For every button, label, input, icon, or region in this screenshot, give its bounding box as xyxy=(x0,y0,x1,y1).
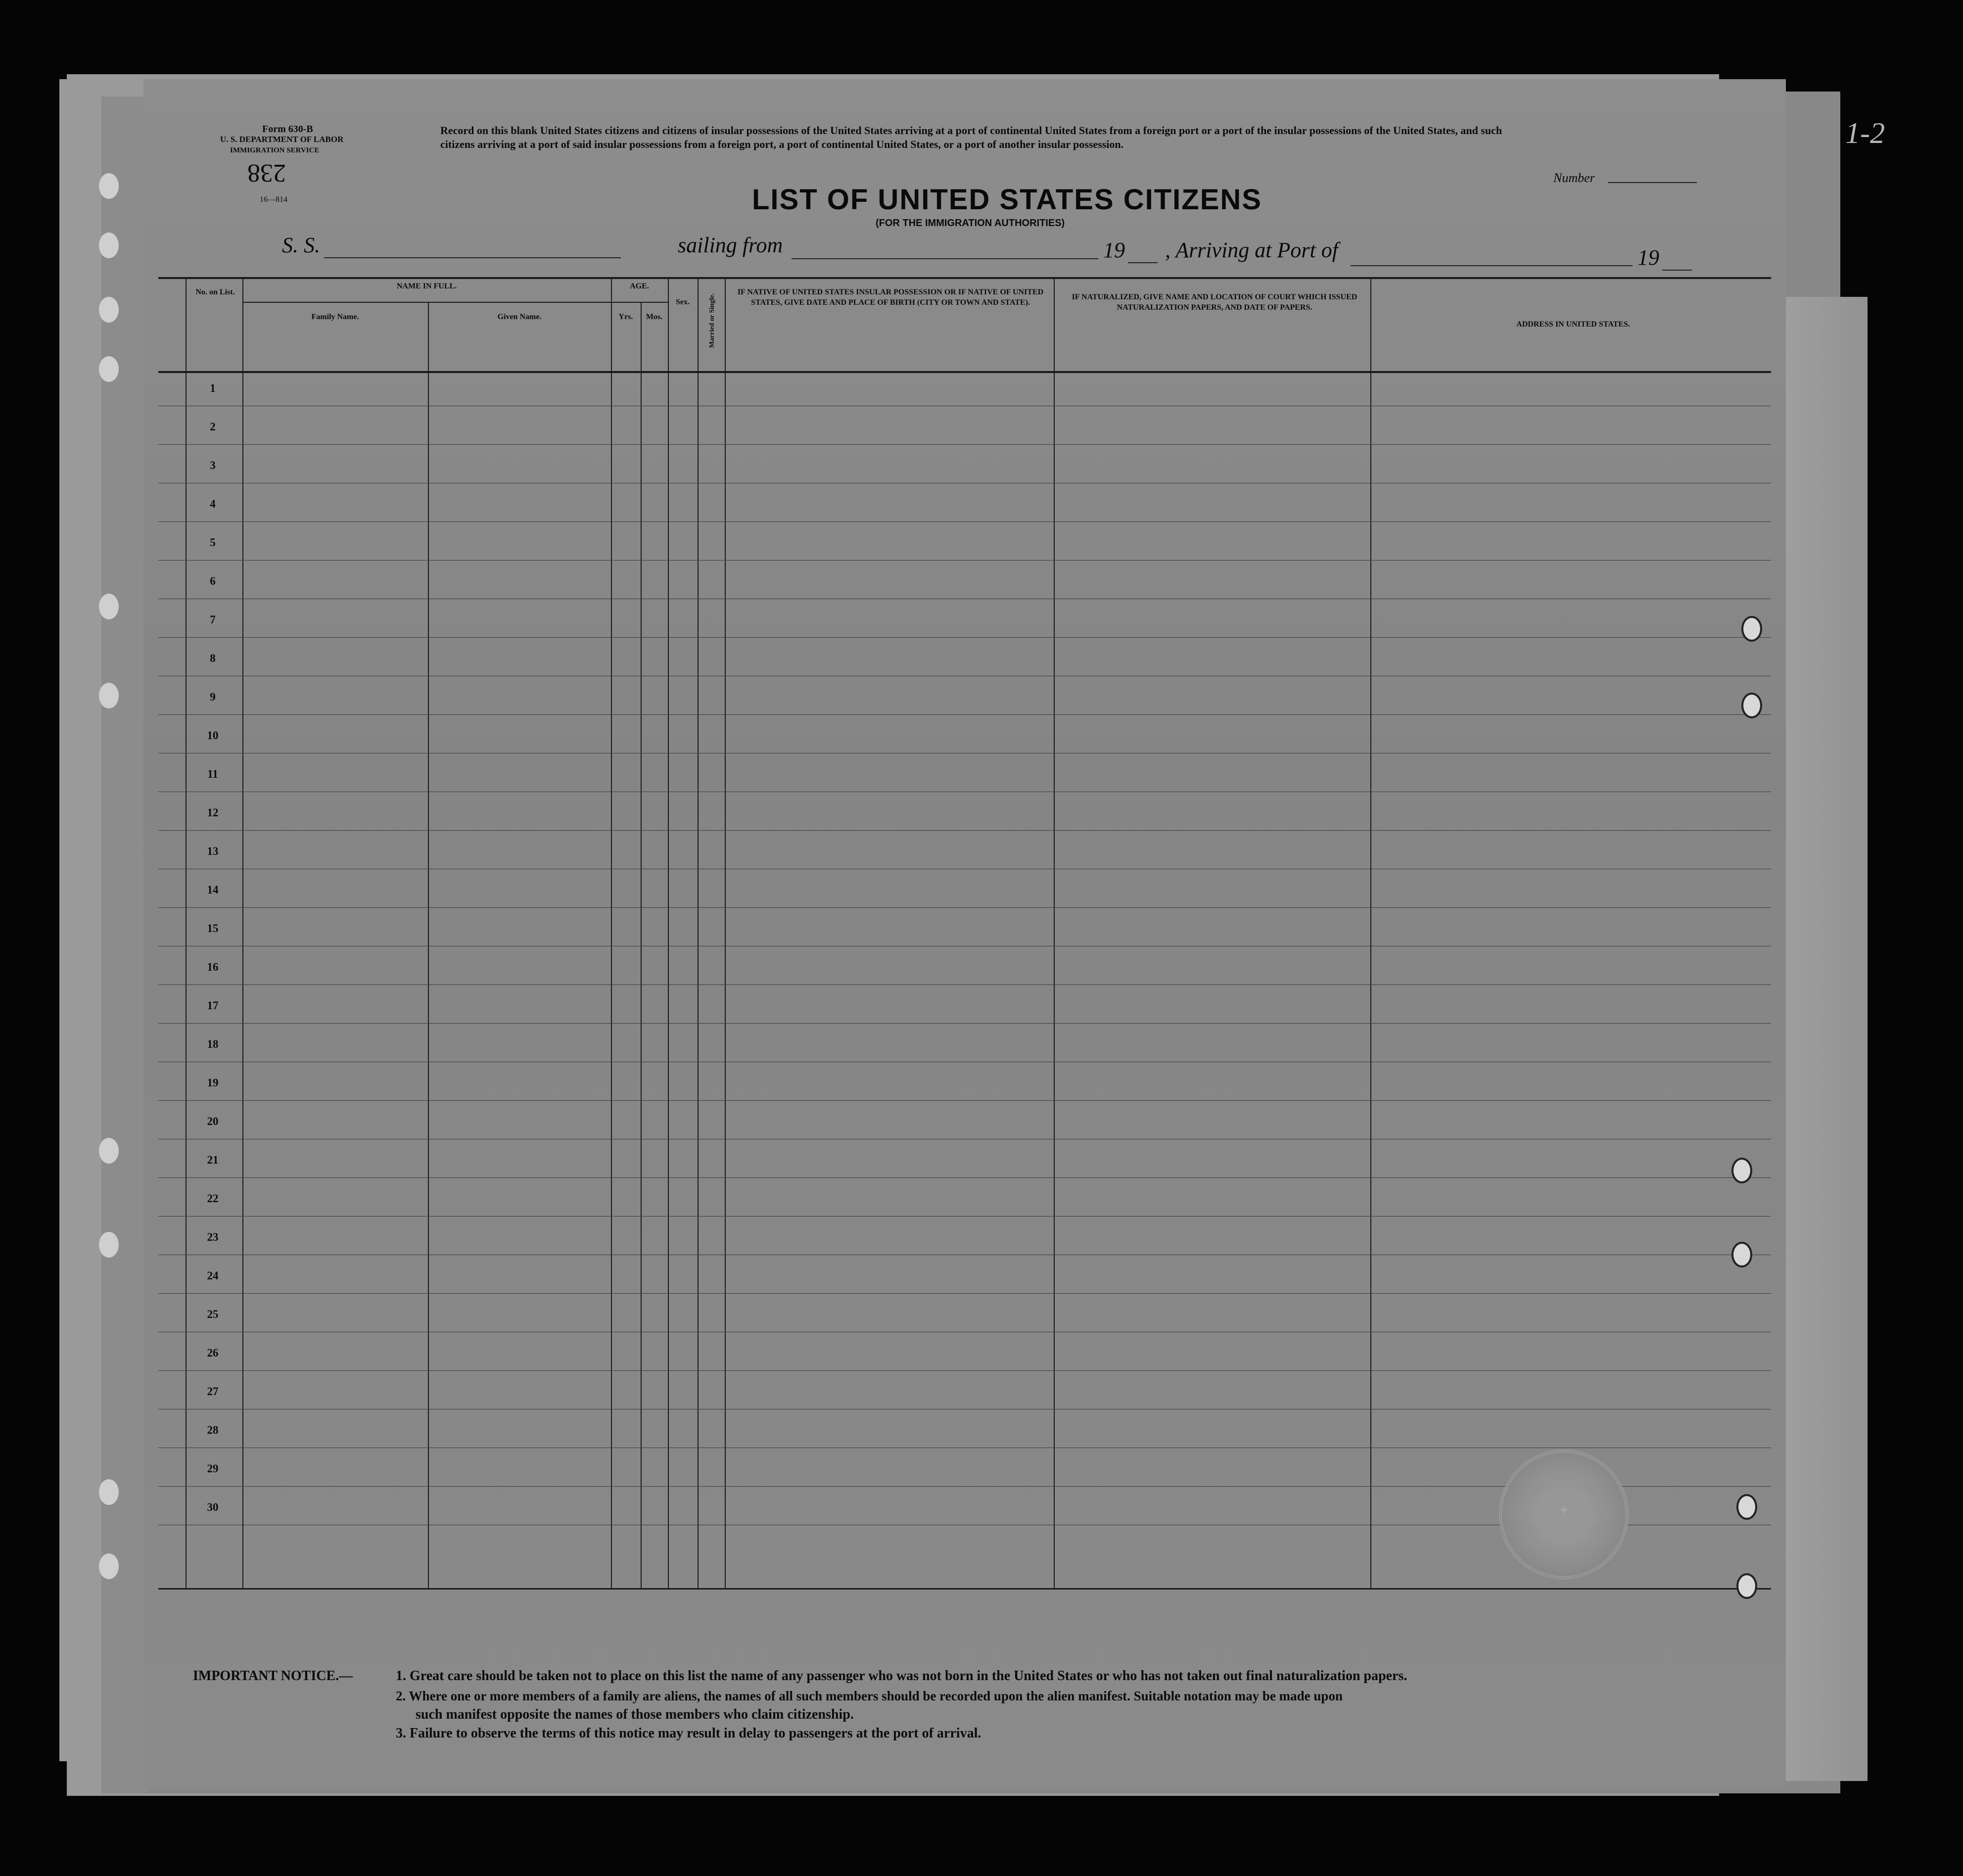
row-number: 5 xyxy=(210,536,216,549)
row-number: 6 xyxy=(210,575,216,587)
header-family-name: Family Name. xyxy=(311,313,359,321)
row-number: 26 xyxy=(207,1347,219,1359)
page-subtitle: (FOR THE IMMIGRATION AUTHORITIES) xyxy=(876,218,1065,229)
row-rule xyxy=(158,1293,1771,1294)
year-prefix-2: 19 xyxy=(1637,245,1659,270)
manifest-page xyxy=(143,79,1786,1786)
number-label: Number xyxy=(1553,171,1595,185)
row-number: 2 xyxy=(210,421,216,433)
punch-hole xyxy=(1731,1242,1752,1267)
row-number: 30 xyxy=(207,1501,219,1513)
col-rule xyxy=(611,277,612,1588)
sailing-from-line xyxy=(792,258,1098,259)
header-given-name: Given Name. xyxy=(497,313,542,321)
header-birthplace: IF NATIVE OF UNITED STATES INSULAR POSSESSION OR IF NATIVE OF UNITED STATES, GIVE DATE AND PLACE OF BIRTH (CITY OR TOWN AND STATE). xyxy=(737,288,1044,307)
row-rule xyxy=(158,1023,1771,1024)
row-rule xyxy=(158,444,1771,445)
number-line xyxy=(1608,182,1697,183)
sailing-from-label: sailing from xyxy=(678,233,783,257)
row-rule xyxy=(158,1100,1771,1101)
row-rule xyxy=(158,521,1771,522)
arriving-port-line xyxy=(1351,265,1633,266)
year-line-1 xyxy=(1128,262,1158,263)
row-number: 23 xyxy=(207,1231,219,1243)
notice-item-2a: 2. Where one or more members of a family are aliens, the names of all such members should be recorded upon the alien manifest. Suitable notation may be made upon xyxy=(396,1688,1343,1703)
notice-item-1: 1. Great care should be taken not to place on this list the name of any passenger who was not born in the United States or who has not taken out final naturalization papers. xyxy=(396,1668,1407,1684)
col-rule xyxy=(186,277,187,1588)
row-rule xyxy=(158,560,1771,561)
row-number: 21 xyxy=(207,1154,219,1166)
col-rule xyxy=(698,277,699,1588)
punch-hole xyxy=(99,1479,119,1505)
header-no-on-list: No. on List. xyxy=(195,288,235,296)
row-number: 20 xyxy=(207,1115,219,1127)
instruction-text: Record on this blank United States citizens and citizens of insular possessions of the United States arriving at a port of continental United States from a foreign port or a port of the insular possessions of the United States, and such citizens arriving at a port of said insular possessions from a foreign port, a port of continental United States, or a port of another insular possession. xyxy=(440,124,1502,150)
row-number: 16 xyxy=(207,961,219,973)
row-number: 9 xyxy=(210,691,216,703)
table-top-border xyxy=(158,277,1771,279)
row-rule xyxy=(158,1370,1771,1371)
punch-hole xyxy=(99,297,119,323)
handwritten-number: 238 xyxy=(247,159,286,187)
official-seal-stamp xyxy=(1499,1450,1629,1579)
col-rule xyxy=(641,302,642,1588)
row-number: 19 xyxy=(207,1077,219,1089)
row-number: 3 xyxy=(210,459,216,471)
row-number: 4 xyxy=(210,498,216,510)
punch-hole xyxy=(1731,1158,1752,1183)
row-number: 28 xyxy=(207,1424,219,1436)
header-yrs: Yrs. xyxy=(618,313,633,321)
header-married-or-single: Married or Single. xyxy=(708,293,716,348)
form-number-line3: IMMIGRATION SERVICE xyxy=(230,146,320,154)
col-rule xyxy=(725,277,726,1588)
row-rule xyxy=(158,907,1771,908)
row-number: 11 xyxy=(207,768,218,780)
row-number: 14 xyxy=(207,884,219,896)
col-rule xyxy=(668,277,669,1588)
row-rule xyxy=(158,714,1771,715)
row-number: 29 xyxy=(207,1462,219,1475)
row-number: 25 xyxy=(207,1308,219,1320)
row-rule xyxy=(158,1177,1771,1178)
row-number: 13 xyxy=(207,845,219,857)
punch-hole xyxy=(1736,1573,1757,1599)
punch-hole xyxy=(99,1138,119,1164)
col-rule xyxy=(428,302,429,1588)
notice-item-3: 3. Failure to observe the terms of this notice may result in delay to passengers at the port of arrival. xyxy=(396,1726,982,1741)
punch-hole xyxy=(1741,616,1762,642)
col-rule xyxy=(242,277,243,1588)
header-mos: Mos. xyxy=(646,313,663,321)
form-number-line1: Form 630-B xyxy=(262,124,313,135)
year-line-2 xyxy=(1662,270,1692,271)
row-rule xyxy=(158,830,1771,831)
header-age: AGE. xyxy=(630,282,649,290)
subheader-rule xyxy=(242,302,668,303)
arriving-port-label: , Arriving at Port of xyxy=(1165,238,1338,262)
form-number-line2: U. S. DEPARTMENT OF LABOR xyxy=(220,135,344,144)
row-number: 22 xyxy=(207,1192,219,1205)
punch-hole xyxy=(99,594,119,619)
notice-label: IMPORTANT NOTICE.— xyxy=(193,1668,353,1684)
punch-hole xyxy=(1736,1494,1757,1520)
row-number: 17 xyxy=(207,999,219,1012)
notice-item-2b: such manifest opposite the names of those members who claim citizenship. xyxy=(416,1707,854,1722)
row-number: 27 xyxy=(207,1385,219,1398)
page-mark: 1-2 xyxy=(1845,117,1885,149)
ss-line xyxy=(324,257,621,258)
row-number: 18 xyxy=(207,1038,219,1050)
row-number: 7 xyxy=(210,613,216,626)
row-number: 8 xyxy=(210,652,216,664)
punch-hole xyxy=(99,356,119,382)
col-rule xyxy=(1054,277,1055,1588)
row-number: 1 xyxy=(210,382,216,394)
header-name-in-full: NAME IN FULL. xyxy=(396,282,457,290)
row-number: 10 xyxy=(207,729,219,742)
header-bottom-border xyxy=(158,371,1771,373)
row-rule xyxy=(158,637,1771,638)
year-prefix-1: 19 xyxy=(1103,238,1125,262)
table-bottom-border xyxy=(158,1588,1771,1590)
header-sex: Sex. xyxy=(676,298,690,306)
row-number: 12 xyxy=(207,806,219,819)
punch-hole xyxy=(99,173,119,199)
header-address: ADDRESS IN UNITED STATES. xyxy=(1516,320,1630,328)
stamp-graphic: ✦ xyxy=(1558,1502,1570,1518)
row-rule xyxy=(158,1216,1771,1217)
page-title: LIST OF UNITED STATES CITIZENS xyxy=(752,184,1262,216)
punch-hole xyxy=(99,233,119,258)
row-number: 24 xyxy=(207,1269,219,1282)
small-code: 16—814 xyxy=(260,195,287,204)
adjacent-page-strip xyxy=(1774,297,1868,1781)
row-number: 15 xyxy=(207,922,219,935)
punch-hole xyxy=(1741,693,1762,718)
ss-label: S. S. xyxy=(282,233,320,257)
punch-hole xyxy=(99,1553,119,1579)
header-naturalized: IF NATURALIZED, GIVE NAME AND LOCATION OF COURT WHICH ISSUED NATURALIZATION PAPERS, AND DATE OF PAPERS. xyxy=(1072,293,1357,312)
punch-hole xyxy=(99,683,119,708)
col-rule xyxy=(1370,277,1371,1588)
punch-hole xyxy=(99,1232,119,1258)
